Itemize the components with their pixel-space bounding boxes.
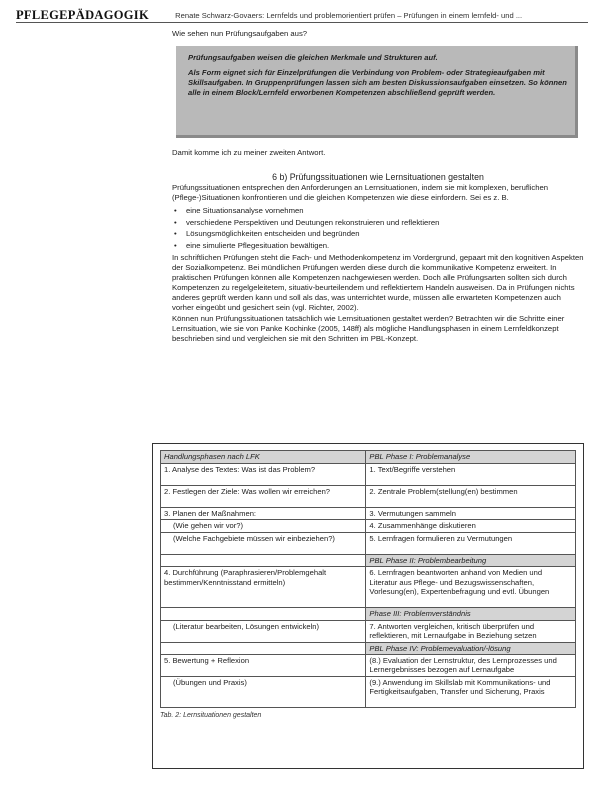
table-header-right: PBL Phase I: Problemanalyse	[366, 451, 576, 464]
table-row	[161, 508, 576, 520]
section-heading: 6 b) Prüfungssituationen wie Lernsituationen gestalten	[272, 171, 484, 182]
table-phase-row	[161, 642, 576, 654]
header-rule	[16, 22, 588, 23]
table-row	[161, 620, 576, 642]
list-item: • Lösungsmöglichkeiten entscheiden und begründen	[174, 229, 360, 239]
table-row	[161, 532, 576, 554]
bullet-list	[172, 206, 584, 252]
table-row	[161, 464, 576, 486]
table-cell-left: 5. Bewertung + Reflexion	[161, 655, 366, 677]
table-cell-left: (Welche Fachgebiete müssen wir einbeziehen?)	[161, 532, 366, 554]
table-phase-row	[161, 608, 576, 620]
table-cell-right: 5. Lernfragen formulieren zu Vermutungen	[366, 532, 576, 554]
bullet-icon: •	[174, 229, 177, 239]
page-header	[16, 8, 588, 22]
table-cell-right: (8.) Evaluation der Lernstruktur, des Lernprozesses und Lernergebnisses bezogen auf Lernaufgabe	[366, 655, 576, 677]
callout-box	[176, 46, 578, 138]
table-cell-left: (Wie gehen wir vor?)	[161, 520, 366, 532]
bullet-icon: •	[174, 241, 177, 251]
table-cell-right: 3. Vermutungen sammeln	[366, 508, 576, 520]
after-callout-text: Damit komme ich zu meiner zweiten Antwort.	[172, 147, 326, 157]
table-row	[161, 486, 576, 508]
table-figure	[152, 443, 584, 769]
table-cell-left: 1. Analyse des Textes: Was ist das Problem?	[161, 464, 366, 486]
table-cell-right: 1. Text/Begriffe verstehen	[366, 464, 576, 486]
table-cell-right: 6. Lernfragen beantworten anhand von Medien und Literatur aus Pflege- und Bezugswissenschaften, Vorlesung(en), Expertenbefragung und evtl. Übungen	[366, 567, 576, 608]
table-row	[161, 520, 576, 532]
table-cell-blank	[161, 608, 366, 620]
main-column	[172, 29, 584, 343]
table-cell-blank	[161, 554, 366, 566]
table-row	[161, 655, 576, 677]
table-phase-label: PBL Phase II: Problembearbeitung	[366, 554, 576, 566]
journal-brand: PFLEGEPÄDAGOGIK	[16, 7, 149, 22]
table-row	[161, 567, 576, 608]
phases-table	[160, 450, 576, 708]
running-head: Renate Schwarz-Govaers: Lernfelds und problemorientiert prüfen – Prüfungen in einem lernfeld- und ...	[175, 10, 523, 20]
table-phase-row	[161, 554, 576, 566]
callout-body: Als Form eignet sich für Einzelprüfungen die Verbindung von Problem- oder Strategieaufgaben mit Skillsaufgaben. In Gruppenprüfungen lassen sich am besten Diskussionsaufgaben einsetzen. So können alle in einem Block/Lernfeld erworbenen Kompetenzen abschließend geprüft werden.	[188, 67, 567, 97]
table-phase-label: Phase III: Problemverständnis	[366, 608, 576, 620]
table-cell-blank	[161, 642, 366, 654]
list-item: • verschiedene Perspektiven und Deutungen rekonstruieren und reflektieren	[174, 217, 440, 227]
paragraph-comparison: Können nun Prüfungssituationen tatsächlich wie Lernsituationen gestaltet werden? Betrachten wir die Schritte einer Lernsituation, wie sie von Panke Kochinke (2005, 148ff) als mögliche Handlungsphasen in einem Lernfeldkonzept beschrieben sind und vergleichen sie mit den Schritten im PBL-Konzept.	[172, 313, 565, 343]
table-cell-right: 7. Antworten vergleichen, kritisch überprüfen und reflektieren, mit Lernaufgabe in Beziehung setzen	[366, 620, 576, 642]
bullet-icon: •	[174, 217, 177, 227]
table-caption: Tab. 2: Lernsituationen gestalten	[160, 712, 262, 720]
table-cell-right: 4. Zusammenhänge diskutieren	[366, 520, 576, 532]
list-item: • eine Situationsanalyse vornehmen	[174, 205, 304, 215]
table-cell-right: 2. Zentrale Problem(stellung(en) bestimmen	[366, 486, 576, 508]
table-cell-left: 4. Durchführung (Paraphrasieren/Problemgehalt bestimmen/Kenntnisstand ermitteln)	[161, 567, 366, 608]
callout-lead: Prüfungsaufgaben weisen die gleichen Merkmale und Strukturen auf.	[188, 52, 438, 62]
table-cell-left: 2. Festlegen der Ziele: Was wollen wir erreichen?	[161, 486, 366, 508]
table-row	[161, 677, 576, 708]
bullet-icon: •	[174, 205, 177, 215]
intro-question: Wie sehen nun Prüfungsaufgaben aus?	[172, 29, 308, 38]
table-cell-left: 3. Planen der Maßnahmen:	[161, 508, 366, 520]
table-cell-left: (Übungen und Praxis)	[161, 677, 366, 708]
table-cell-right: (9.) Anwendung im Skillslab mit Kommunikations- und Fertigkeitsaufgaben, Transfer und Sicherung, Praxis	[366, 677, 576, 708]
table-header-left: Handlungsphasen nach LFK	[161, 451, 366, 464]
table-header-row	[161, 451, 576, 464]
table-phase-label: PBL Phase IV: Problemevaluation/-lösung	[366, 642, 576, 654]
paragraph-exams: In schriftlichen Prüfungen steht die Fach- und Methodenkompetenz im Vordergrund, gepaart mit den kognitiven Aspekten der Sozialkompetenz. Bei mündlichen Prüfungen werden diese durch die kommunikative Kompetenz erweitert. In praktischen Prüfungen können alle Kompetenzen nachgewiesen werden. Doch alle Prüfungsarten sollten sich durch Kompetenzen zu regelgeleitetem, situativ-beurteilendem und reflektiertem Handeln ausweisen. Da in Prüfungen nichts anderes geprüft werden kann und soll als das, was unterrichtet wurde, müssen alle erwarteten Kompetenzen auch vorher eingeübt und gesichert sein (vgl. Richter, 2002).	[172, 253, 584, 312]
table-cell-left: (Literatur bearbeiten, Lösungen entwickeln)	[161, 620, 366, 642]
section-intro: Prüfungssituationen entsprechen den Anforderungen an Lernsituationen, indem sie mit komplexen, beruflichen (Pflege-)Situationen konfrontieren und die gleichen Kompetenzen wie diese einfordern. Sei es z. B.	[172, 182, 549, 202]
list-item: • eine simulierte Pflegesituation bewältigen.	[174, 241, 330, 251]
